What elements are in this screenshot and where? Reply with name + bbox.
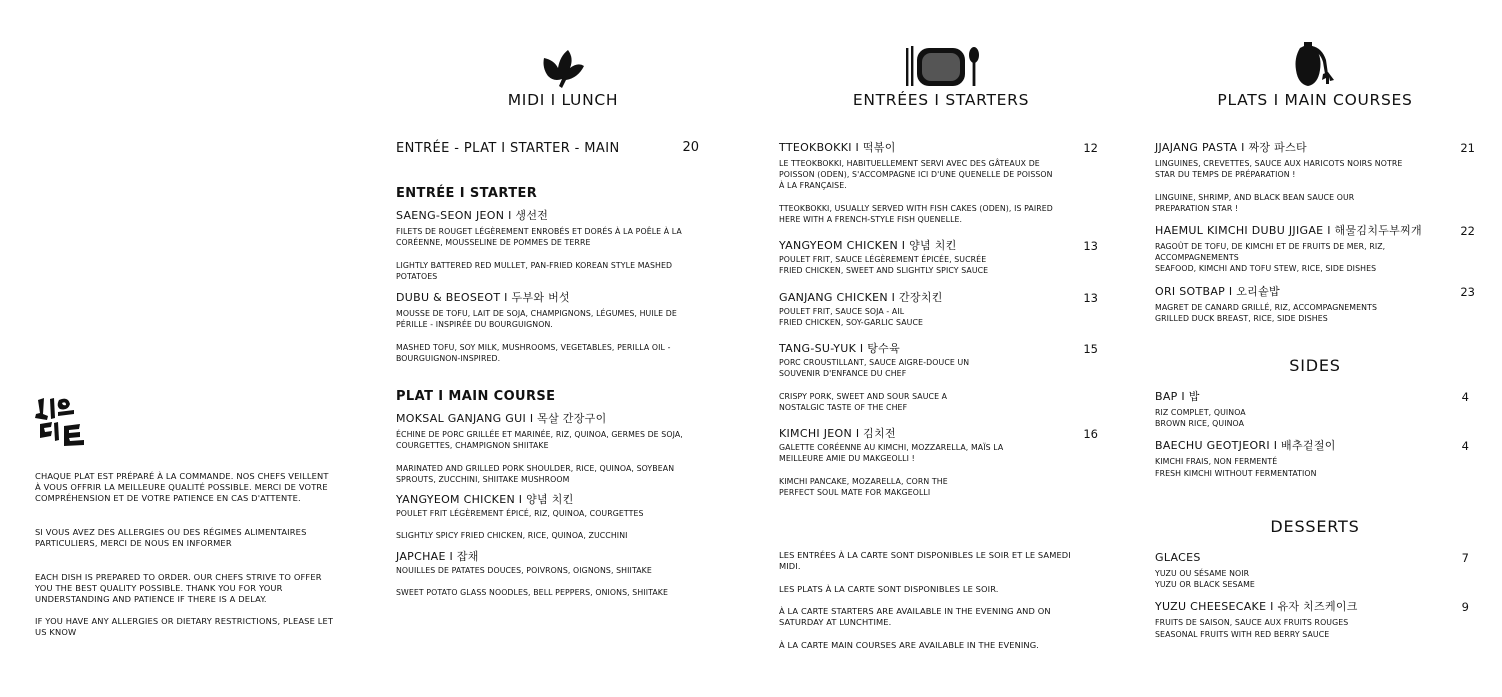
item-name: MOKSAL GANJANG GUI I 목살 간장구이 [396, 412, 607, 425]
lunch-title: MIDI I LUNCH [507, 91, 619, 109]
menu-item [779, 342, 1098, 413]
item-name: DUBU & BEOSEOT I 두부와 버섯 [396, 291, 570, 304]
item-desc-fr: LINGUINES, CREVETTES, SAUCE AUX HARICOTS NOIRS NOTRE STAR DU TEMPS DE PRÉPARATION ! [1155, 159, 1403, 180]
item-name: BAP I 밥 [1155, 390, 1200, 403]
item-name: GLACES [1155, 551, 1201, 564]
desserts-column [1155, 551, 1475, 640]
sides-title: SIDES [1289, 356, 1341, 375]
item-desc-en: TTEOKBOKKI, USUALLY SERVED WITH FISH CAKES (ODEN), IS PAIRED HERE WITH A FRENCH-STYLE FISH QUENELLE. [779, 203, 1053, 224]
menu-item [396, 209, 699, 282]
item-price: 13 [1083, 239, 1098, 254]
item-desc-en: SEAFOOD, KIMCHI AND TOFU STEW, RICE, SIDE DISHES [1155, 264, 1377, 274]
item-name: YANGYEOM CHICKEN I 양념 치킨 [779, 239, 957, 253]
menu-item [1155, 551, 1475, 590]
item-desc-fr: MAGRET DE CANARD GRILLÉ, RIZ, ACCOMPAGNEMENTS [1155, 302, 1377, 312]
menu-item [396, 412, 699, 485]
item-price: 9 [1461, 600, 1469, 615]
menu-item [396, 493, 699, 542]
lunch-main-heading: PLAT I MAIN COURSE [396, 389, 556, 404]
note-en-allergies: IF YOU HAVE ANY ALLERGIES OR DIETARY RESTRICTIONS, PLEASE LET US KNOW [35, 616, 334, 638]
item-name: ORI SOTBAP I 오리솥밥 [1155, 284, 1280, 298]
item-name: TTEOKBOKKI I 떡볶이 [779, 141, 896, 154]
item-name: SAENG-SEON JEON I 생선전 [396, 209, 549, 222]
item-name: YANGYEOM CHICKEN I 양념 치킨 [396, 493, 574, 506]
item-desc-fr: GALETTE CORÉENNE AU KIMCHI, MOZZARELLA, MAÏS LA MEILLEURE AMIE DU MAKGEOLLI ! [779, 443, 1004, 464]
item-desc-en: LINGUINE, SHRIMP, AND BLACK BEAN SAUCE OUR PREPARATION STAR ! [1155, 192, 1355, 213]
item-desc-fr: FRUITS DE SAISON, SAUCE AUX FRUITS ROUGES [1155, 618, 1349, 628]
item-desc-fr: RIZ COMPLET, QUINOA [1155, 408, 1246, 417]
item-desc-fr: POULET FRIT, SAUCE LÉGÈREMENT ÉPICÉE, SUCRÉE [779, 255, 987, 265]
starters-note-en-2: À LA CARTE MAIN COURSES ARE AVAILABLE IN THE EVENING. [779, 640, 1039, 650]
item-price: 4 [1461, 390, 1469, 404]
item-name: YUZU CHEESECAKE I 유자 치즈케이크 [1155, 600, 1358, 614]
sides-column [1155, 390, 1475, 479]
item-name: GANJANG CHICKEN I 간장치킨 [779, 290, 943, 304]
item-name: HAEMUL KIMCHI DUBU JJIGAE I 해물김치두부찌개 [1155, 224, 1422, 237]
menu-item [1155, 285, 1475, 324]
leaf-icon [540, 46, 586, 90]
menu-item [1155, 600, 1475, 639]
menu-item [779, 427, 1098, 498]
item-name: TANG-SU-YUK I 탕수육 [779, 342, 901, 356]
starters-title: ENTRÉES I STARTERS [852, 91, 1030, 109]
mains-title: PLATS I MAIN COURSES [1217, 91, 1413, 109]
item-price: 16 [1083, 427, 1098, 442]
menu-item [1155, 439, 1475, 478]
item-desc-fr: MOUSSE DE TOFU, LAIT DE SOJA, CHAMPIGNONS, LÉGUMES, HUILE DE PÉRILLE - INSPIRÉE DU BOURGUIGNON. [396, 309, 677, 330]
item-desc-fr: LE TTEOKBOKKI, HABITUELLEMENT SERVI AVEC DES GÂTEAUX DE POISSON (ODEN), S'ACCOMPAGNE ICI D'UNE QUENELLE DE POISSON À LA FRANÇAISE. [779, 159, 1053, 191]
mains-column [1155, 141, 1475, 324]
item-desc-fr: ÉCHINE DE PORC GRILLÉE ET MARINÉE, RIZ, QUINOA, GERMES DE SOJA, COURGETTES, CHAMPIGNON SHIITAKE [396, 430, 683, 451]
item-name: JAPCHAE I 잡채 [396, 549, 479, 563]
item-desc-en: KIMCHI PANCAKE, MOZARELLA, CORN THE PERFECT SOUL MATE FOR MAKGEOLLI [779, 476, 948, 497]
menu-item [779, 141, 1098, 225]
restaurant-logo [32, 396, 92, 448]
item-desc-fr: RAGOÛT DE TOFU, DE KIMCHI ET DE FRUITS DE MER, RIZ, ACCOMPAGNEMENTS [1155, 242, 1386, 263]
menu-item [396, 550, 699, 599]
item-price: 7 [1461, 551, 1469, 565]
item-desc-en: CRISPY PORK, SWEET AND SOUR SAUCE A NOSTALGIC TASTE OF THE CHEF [779, 391, 948, 412]
item-desc-fr: POULET FRIT, SAUCE SOJA - AIL [779, 306, 905, 316]
plate-utensils-icon [903, 44, 981, 88]
starters-note-en-1: À LA CARTE STARTERS ARE AVAILABLE IN THE EVENING AND ON SATURDAY AT LUNCHTIME. [779, 606, 1051, 628]
note-fr-allergies: SI VOUS AVEZ DES ALLERGIES OU DES RÉGIMES ALIMENTAIRES PARTICULIERS, MERCI DE NOUS EN INFORMER [35, 527, 307, 549]
note-en-preparation: EACH DISH IS PREPARED TO ORDER. OUR CHEFS STRIVE TO OFFER YOU THE BEST QUALITY POSSIBLE. THANK YOU FOR YOUR UNDERSTANDING AND PATIENCE IF THERE IS A DELAY. [35, 572, 322, 605]
item-name: BAECHU GEOTJEORI I 배추겉절이 [1155, 439, 1336, 453]
item-desc-en: LIGHTLY BATTERED RED MULLET, PAN-FRIED KOREAN STYLE MASHED POTATOES [396, 260, 673, 281]
item-desc-en: MARINATED AND GRILLED PORK SHOULDER, RICE, QUINOA, SOYBEAN SPROUTS, ZUCCHINI, SHIITAKE MUSHROOM [396, 463, 675, 484]
item-name: KIMCHI JEON I 김치전 [779, 427, 896, 441]
item-price: 21 [1460, 141, 1475, 155]
item-price: 22 [1460, 224, 1475, 238]
note-fr-preparation: CHAQUE PLAT EST PRÉPARÉ À LA COMMANDE. NOS CHEFS VEILLENT À VOUS OFFRIR LA MEILLEURE QUALITÉ POSSIBLE. MERCI DE VOTRE COMPRÉHENSION ET DE VOTRE PATIENCE EN CAS D'ATTENTE. [35, 471, 329, 504]
menu-item [779, 239, 1098, 276]
item-desc-fr: POULET FRIT LÉGÈREMENT ÉPICÉ, RIZ, QUINOA, COURGETTES [396, 509, 644, 518]
item-price: 15 [1083, 342, 1098, 357]
item-desc-en: BROWN RICE, QUINOA [1155, 419, 1245, 429]
desserts-title: DESSERTS [1270, 517, 1360, 536]
item-price: 13 [1083, 290, 1098, 305]
item-desc-en: SLIGHTLY SPICY FRIED CHICKEN, RICE, QUINOA, ZUCCHINI [396, 531, 628, 541]
item-desc-fr: YUZU OU SÉSAME NOIR [1155, 569, 1250, 578]
menu-item [1155, 390, 1475, 429]
item-desc-en: SWEET POTATO GLASS NOODLES, BELL PEPPERS, ONIONS, SHIITAKE [396, 587, 669, 597]
lunch-formula [396, 141, 699, 156]
item-desc-en: YUZU OR BLACK SESAME [1155, 580, 1255, 590]
item-price: 4 [1461, 439, 1469, 454]
item-desc-fr: PORC CROUSTILLANT, SAUCE AIGRE-DOUCE UN SOUVENIR D'ENFANCE DU CHEF [779, 358, 970, 379]
formula-price: 20 [682, 140, 699, 155]
item-desc-en: FRIED CHICKEN, SWEET AND SLIGHTLY SPICY SAUCE [779, 266, 989, 276]
menu-item [1155, 141, 1475, 214]
bottle-icon [1292, 40, 1338, 88]
item-price: 12 [1083, 141, 1098, 155]
menu-item [396, 291, 699, 364]
starters-note-fr-1: LES ENTRÉES À LA CARTE SONT DISPONIBLES LE SOIR ET LE SAMEDI MIDI. [779, 550, 1071, 572]
item-desc-en: GRILLED DUCK BREAST, RICE, SIDE DISHES [1155, 313, 1328, 323]
starters-note-fr-2: LES PLATS À LA CARTE SONT DISPONIBLES LE SOIR. [779, 584, 999, 594]
item-desc-en: FRESH KIMCHI WITHOUT FERMENTATION [1155, 468, 1317, 478]
menu-item [1155, 224, 1475, 275]
lunch-starter-heading: ENTRÉE I STARTER [396, 186, 538, 201]
item-desc-en: FRIED CHICKEN, SOY-GARLIC SAUCE [779, 317, 924, 327]
lunch-column [396, 141, 699, 598]
item-name: JJAJANG PASTA I 짜장 파스타 [1155, 141, 1307, 154]
item-desc-en: SEASONAL FRUITS WITH RED BERRY SAUCE [1155, 629, 1330, 639]
formula-label: ENTRÉE - PLAT I STARTER - MAIN [396, 141, 620, 156]
item-desc-fr: FILETS DE ROUGET LÉGÈREMENT ENROBÉS ET DORÉS À LA POÊLE À LA CORÉENNE, MOUSSELINE DE POMMES DE TERRE [396, 227, 682, 248]
item-desc-fr: KIMCHI FRAIS, NON FERMENTÉ [1155, 457, 1278, 467]
item-desc-en: MASHED TOFU, SOY MILK, MUSHROOMS, VEGETABLES, PERILLA OIL - BOURGUIGNON-INSPIRED. [396, 342, 671, 363]
item-desc-fr: NOUILLES DE PATATES DOUCES, POIVRONS, OIGNONS, SHIITAKE [396, 565, 652, 575]
menu-item [779, 291, 1098, 328]
item-price: 23 [1460, 284, 1475, 299]
starters-column [779, 141, 1098, 498]
